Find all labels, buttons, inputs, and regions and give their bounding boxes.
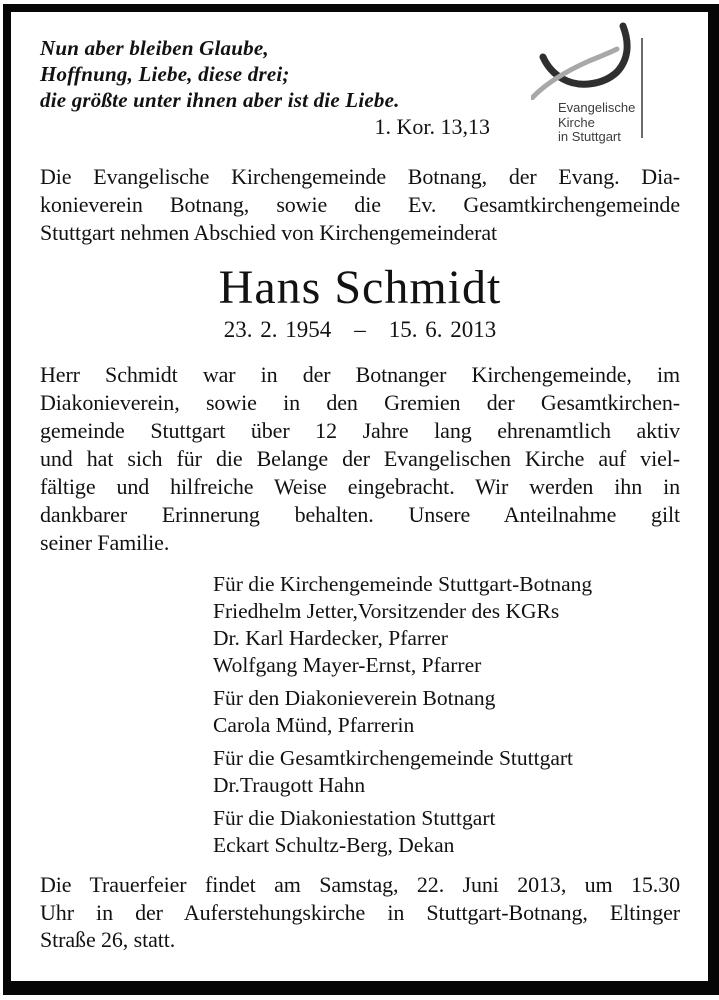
quote-reference: 1. Kor. 13,13 [374, 114, 490, 139]
border-frame [3, 4, 719, 995]
signature-line: Für den Diakonieverein Botnang [213, 686, 496, 710]
quote-line: Hoffnung, Liebe, diese drei; [40, 62, 290, 86]
life-dates: 23. 2. 1954 – 15. 6. 2013 [223, 317, 497, 342]
tribute-line: Diakonieverein, sowie in den Gremien der Gesamtkirchen- [40, 390, 680, 415]
intro-paragraph [40, 163, 680, 247]
signature-line: Dr.Traugott Hahn [213, 773, 366, 797]
signature-block [213, 745, 680, 799]
signature-line: Für die Kirchengemeinde Stuttgart-Botnang [213, 572, 593, 596]
church-logo [524, 22, 636, 145]
logo-text-line: Evangelische [558, 100, 636, 115]
tribute-line: Herr Schmidt war in der Botnanger Kirchengemeinde, im [40, 362, 680, 387]
signature-block [213, 571, 680, 679]
funeral-info-paragraph [40, 871, 680, 954]
quote-line: Nun aber bleiben Glaube, [40, 36, 269, 60]
signature-line: Für die Gesamtkirchengemeinde Stuttgart [213, 746, 574, 770]
signature-line: Eckart Schultz-Berg, Dekan [213, 833, 455, 857]
funeral-line: Straße 26, statt. [40, 927, 176, 952]
intro-line: konieverein Botnang, sowie die Ev. Gesamtkirchengemeinde [40, 192, 680, 217]
quote-line: die größte unter ihnen aber ist die Liebe. [40, 88, 400, 112]
tribute-line: fältige und hilfreiche Weise eingebracht. Wir werden ihn in [40, 474, 680, 499]
signature-blocks [213, 571, 680, 859]
scripture-quote [40, 35, 492, 140]
intro-line: Stuttgart nehmen Abschied von Kirchengemeinderat [40, 220, 498, 245]
signature-block [213, 805, 680, 859]
signature-line: Wolfgang Mayer-Ernst, Pfarrer [213, 653, 482, 677]
tribute-paragraph [40, 361, 680, 557]
funeral-line: Uhr in der Auferstehungskirche in Stuttgart-Botnang, Eltinger [40, 899, 680, 925]
quote-lines [40, 35, 492, 113]
deceased-name: Hans Schmidt [218, 261, 502, 314]
logo-divider-rule [641, 38, 643, 138]
logo-text-line: in Stuttgart [558, 129, 621, 144]
tribute-line: und hat sich für die Belange der Evangelischen Kirche auf viel- [40, 446, 680, 471]
signature-block [213, 685, 680, 739]
tribute-line: seiner Familie. [40, 530, 170, 555]
intro-line: Die Evangelische Kirchengemeinde Botnang, der Evang. Dia- [40, 164, 680, 189]
fish-dark-stroke [543, 26, 627, 84]
signature-line: Friedhelm Jetter,Vorsitzender des KGRs [213, 599, 560, 623]
church-logo-text [558, 101, 636, 145]
tribute-line: gemeinde Stuttgart über 12 Jahre lang ehrenamtlich aktiv [40, 418, 680, 443]
fish-brushstroke-icon [531, 22, 636, 100]
signature-line: Carola Münd, Pfarrerin [213, 713, 415, 737]
funeral-line: Die Trauerfeier findet am Samstag, 22. Juni 2013, um 15.30 [40, 872, 680, 897]
logo-text-line: Kirche [558, 114, 595, 130]
tribute-line: dankbarer Erinnerung behalten. Unsere Anteilnahme gilt [40, 502, 680, 527]
notice-content [11, 12, 708, 981]
signature-line: Dr. Karl Hardecker, Pfarrer [213, 626, 448, 650]
signature-line: Für die Diakoniestation Stuttgart [213, 806, 496, 830]
